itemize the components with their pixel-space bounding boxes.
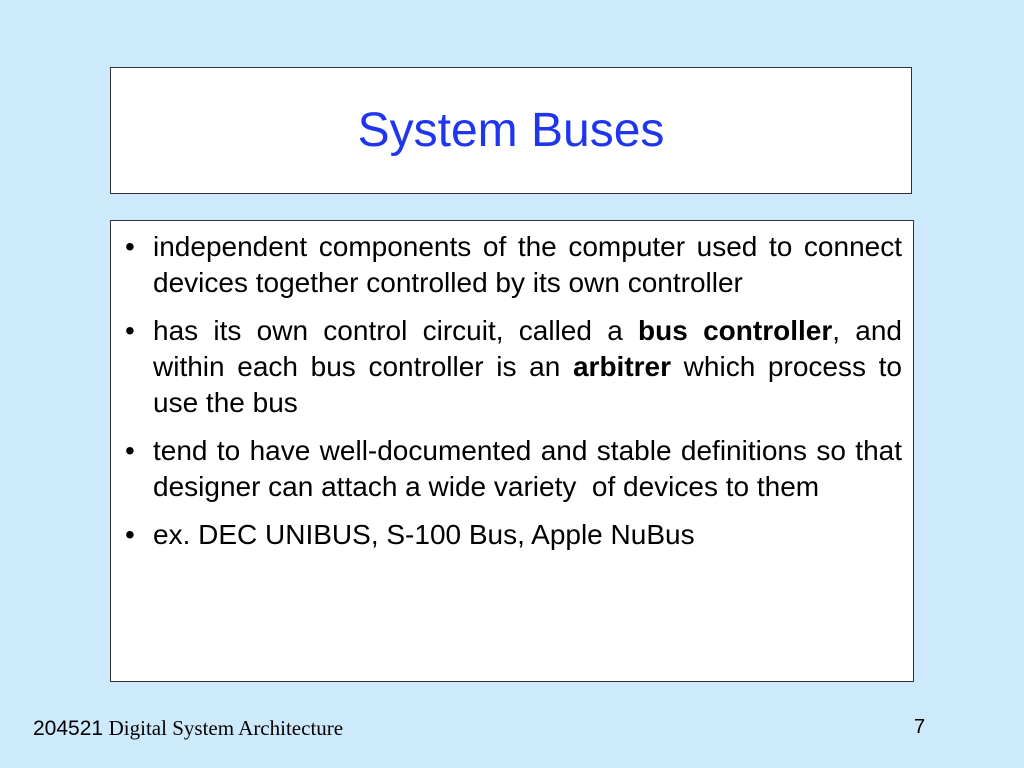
bullet-dot: •	[125, 435, 135, 466]
bullet-text-part: has its own control circuit, called a	[153, 315, 639, 346]
bullet-dot: •	[125, 519, 135, 550]
content-box	[110, 220, 914, 682]
bullet-dot: •	[125, 315, 135, 346]
bullet-text: ex. DEC UNIBUS, S-100 Bus, Apple NuBus	[153, 519, 695, 550]
bullet-text-part: which process to use the bus	[153, 351, 902, 418]
bullet-item	[121, 229, 902, 301]
footer-course	[33, 716, 343, 741]
bullet-list	[121, 229, 910, 553]
course-name: Digital System Architecture	[108, 716, 344, 740]
page-number: 7	[914, 716, 926, 738]
bullet-term-bus-controller: bus controller	[638, 315, 833, 346]
bullet-dot: •	[125, 231, 135, 262]
bullet-term-arbitrer: arbitrer	[572, 351, 672, 382]
bullet-text: independent components of the computer used to connect devices together controlled by its own controller	[153, 231, 902, 298]
bullet-item	[121, 517, 902, 553]
bullet-text: tend to have well-documented and stable definitions so that designer can attach a wide variety of devices to them	[153, 435, 910, 502]
bullet-text-part: , and within each bus controller is an	[153, 315, 902, 382]
title-box	[110, 67, 912, 194]
course-code: 204521	[33, 717, 104, 740]
bullet-item	[121, 313, 902, 421]
bullet-item	[121, 433, 910, 505]
slide-title: System Buses	[357, 104, 665, 157]
